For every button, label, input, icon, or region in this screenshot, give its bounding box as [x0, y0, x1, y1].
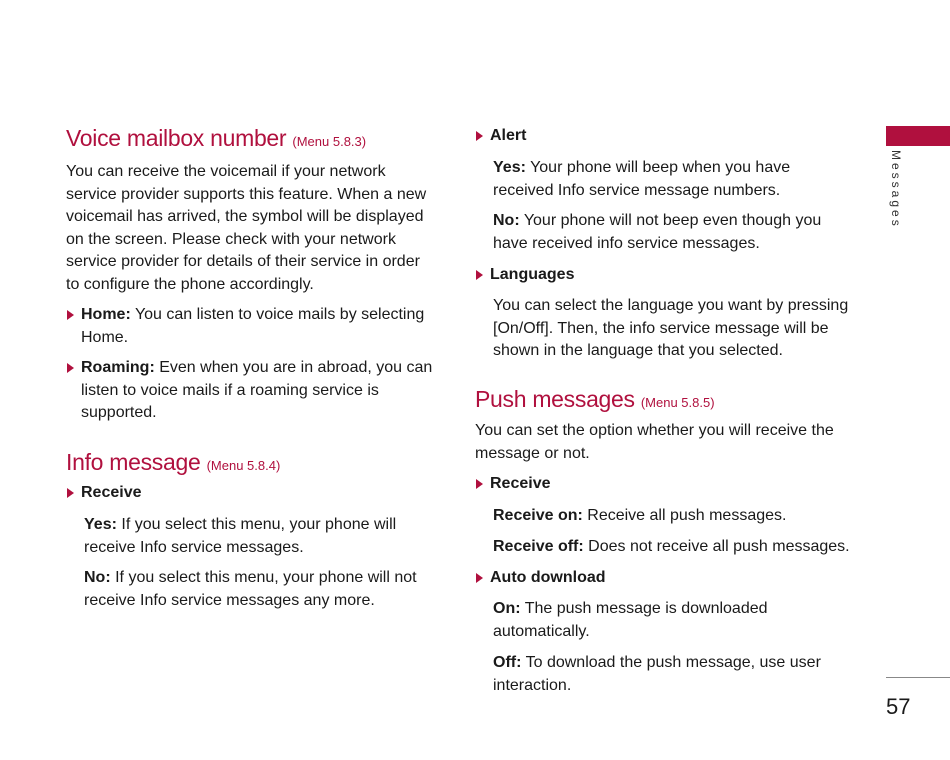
info-no-label: No: [84, 569, 111, 586]
push-menu-ref: (Menu 5.8.5) [640, 395, 715, 410]
push-receive-head [475, 473, 551, 496]
page-number-rule [886, 677, 950, 678]
home-text: You can listen to voice mails by selecting Home. [81, 306, 425, 346]
auto-off-item [475, 652, 833, 697]
bullet-triangle-icon [476, 270, 483, 280]
auto-on-text: The push message is downloaded automatically. [493, 600, 768, 640]
info-menu-ref: (Menu 5.8.4) [206, 458, 281, 473]
push-title: Push messages [475, 386, 635, 412]
alert-yes-text: Your phone will beep when you have received Info service message numbers. [493, 159, 791, 199]
languages-head [475, 264, 574, 287]
bullet-triangle-icon [476, 573, 483, 583]
auto-off-label: Off: [493, 654, 522, 671]
roaming-text: Even when you are in abroad, you can listen to voice mails if a roaming service is supported. [81, 359, 433, 421]
voicemail-menu-ref: (Menu 5.8.3) [292, 134, 367, 149]
push-heading [475, 385, 715, 417]
auto-off-text: To download the push message, use user interaction. [493, 654, 821, 694]
info-no-text: If you select this menu, your phone will not receive Info service messages any more. [84, 569, 417, 609]
section-tab-label: Messages [889, 150, 903, 229]
alert-no-item [475, 210, 833, 255]
alert-yes-label: Yes: [493, 159, 526, 176]
auto-download-head [475, 567, 606, 590]
info-title: Info message [66, 449, 201, 475]
alert-no-label: No: [493, 212, 520, 229]
bullet-triangle-icon [67, 310, 74, 320]
alert-label: Alert [490, 127, 527, 144]
auto-download-label: Auto download [490, 569, 606, 586]
push-receive-label: Receive [490, 475, 551, 492]
auto-on-label: On: [493, 600, 521, 617]
bullet-triangle-icon [476, 479, 483, 489]
info-receive-label: Receive [81, 484, 142, 501]
receive-on-text: Receive all push messages. [582, 507, 787, 524]
info-no-item [66, 567, 424, 612]
bullet-triangle-icon [67, 488, 74, 498]
receive-off-item [475, 536, 863, 559]
bullet-triangle-icon [67, 363, 74, 373]
receive-on-label: Receive on: [493, 507, 583, 524]
page-number: 57 [886, 694, 911, 719]
info-yes-text: If you select this menu, your phone will receive Info service messages. [84, 516, 397, 556]
receive-off-text: Does not receive all push messages. [583, 538, 850, 555]
info-yes-label: Yes: [84, 516, 117, 533]
push-body: You can set the option whether you will receive the message or not. [475, 422, 834, 462]
info-heading [66, 448, 280, 480]
receive-on-item [475, 505, 849, 528]
alert-no-text: Your phone will not beep even though you have received info service messages. [493, 212, 822, 252]
voicemail-body: You can receive the voicemail if your network service provider supports this feature. When a new voicemail has arrived, the symbol will be displayed on the screen. Please check with your network service provider for details of their service in order to configure the phone accordingly. [66, 163, 427, 293]
alert-yes-item [475, 157, 849, 202]
roaming-item [66, 357, 436, 425]
info-yes-item [66, 514, 420, 559]
bullet-triangle-icon [476, 131, 483, 141]
auto-on-item [475, 598, 793, 643]
home-item [66, 304, 436, 349]
languages-body: You can select the language you want by pressing [On/Off]. Then, the info service message will be shown in the language that you selected. [493, 297, 849, 359]
home-label: Home: [81, 306, 131, 323]
receive-off-label: Receive off: [493, 538, 584, 555]
roaming-label: Roaming: [81, 359, 155, 376]
voicemail-heading [66, 124, 366, 156]
voicemail-title: Voice mailbox number [66, 125, 287, 151]
section-tab [886, 126, 950, 146]
languages-label: Languages [490, 266, 575, 283]
alert-head [475, 125, 526, 148]
info-receive-head [66, 482, 142, 505]
